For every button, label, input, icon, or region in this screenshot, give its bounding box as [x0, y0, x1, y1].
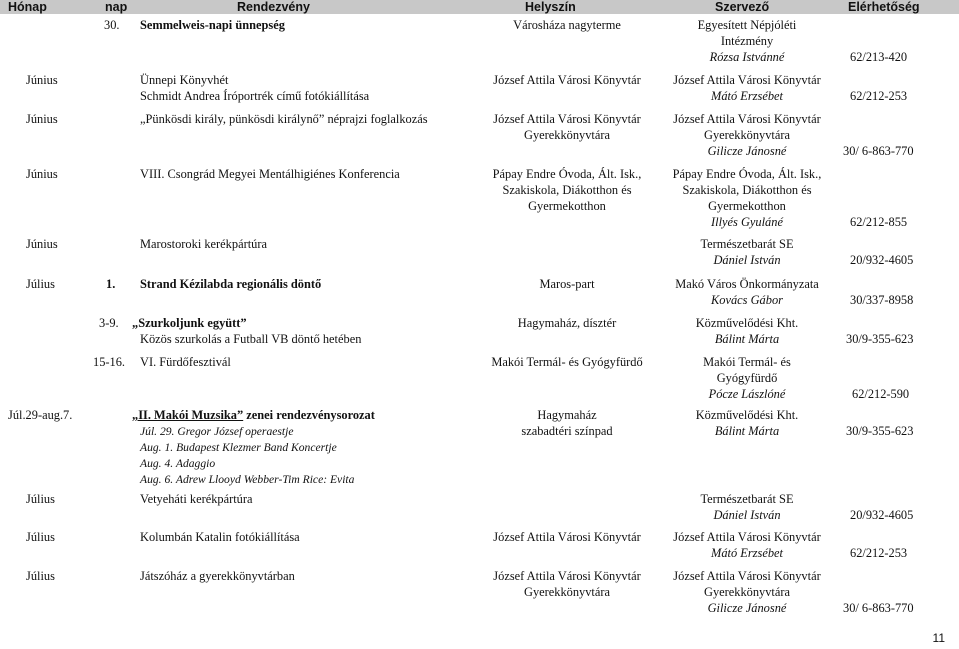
table-header	[0, 0, 959, 14]
event-detail: Aug. 1. Budapest Klezmer Band Koncertje	[140, 441, 337, 454]
month-cell: Június	[26, 167, 58, 181]
organizer-cell: Természetbarát SE	[700, 237, 794, 251]
organizer-cell: Gyermekotthon	[708, 199, 786, 213]
month-cell: Június	[26, 73, 58, 87]
event-cell: VI. Fürdőfesztivál	[140, 355, 231, 369]
phone-cell: 62/212-855	[850, 215, 908, 229]
event-cell: Ünnepi Könyvhét	[140, 73, 229, 87]
event-cell: Schmidt Andrea Íróportrék című fotókiállítása	[140, 89, 370, 103]
venue-cell: Makói Termál- és Gyógyfürdő	[491, 355, 643, 369]
contact-person: Mátó Erzsébet	[711, 89, 783, 103]
phone-cell: 62/212-253	[850, 89, 908, 103]
event-cell: Közös szurkolás a Futball VB döntő hetében	[140, 332, 362, 346]
contact-person: Kovács Gábor	[711, 293, 783, 307]
phone-cell: 62/212-253	[850, 546, 908, 560]
organizer-cell: József Attila Városi Könyvtár	[673, 569, 821, 583]
contact-person: Dániel István	[713, 508, 781, 522]
organizer-cell: Közművelődési Kht.	[695, 408, 799, 422]
phone-cell: 20/932-4605	[850, 508, 914, 522]
phone-cell: 30/ 6-863-770	[843, 144, 914, 158]
month-cell: Júl.29-aug.7.	[8, 408, 73, 422]
event-cell: Játszóház a gyerekkönyvtárban	[140, 569, 295, 583]
venue-cell: Maros-part	[539, 277, 595, 291]
venue-cell: Gyerekkönyvtára	[523, 585, 611, 599]
day-cell: 30.	[104, 18, 120, 32]
header-elerhetoseg: Elérhetőség	[848, 0, 920, 14]
phone-cell: 62/213-420	[850, 50, 908, 64]
contact-person: Bálint Márta	[714, 424, 780, 438]
month-cell: Június	[26, 237, 58, 251]
month-cell: Június	[26, 112, 58, 126]
event-cell	[132, 408, 375, 423]
month-cell: Július	[26, 277, 55, 291]
contact-person: Illyés Gyuláné	[711, 215, 783, 229]
event-cell: Vetyeháti kerékpártúra	[140, 492, 253, 506]
phone-cell: 20/932-4605	[850, 253, 914, 267]
event-cell: VIII. Csongrád Megyei Mentálhigiénes Konferencia	[140, 167, 400, 181]
organizer-cell: Egyesített Népjóléti	[697, 18, 797, 32]
organizer-cell: Gyerekkönyvtára	[703, 585, 791, 599]
organizer-cell: József Attila Városi Könyvtár	[673, 530, 821, 544]
event-cell: „Pünkösdi király, pünkösdi királynő” néprajzi foglalkozás	[140, 112, 428, 126]
event-detail: Aug. 6. Adrew Llooyd Webber-Tim Rice: Evita	[140, 473, 355, 486]
header-szervezo: Szervező	[715, 0, 770, 14]
contact-person: Bálint Márta	[714, 332, 780, 346]
venue-cell: Gyermekotthon	[528, 199, 606, 213]
phone-cell: 30/9-355-623	[846, 424, 914, 438]
event-subtitle: zenei rendezvénysorozat	[246, 408, 375, 422]
contact-person: Dániel István	[713, 253, 781, 267]
day-cell: 3-9.	[99, 316, 119, 330]
event-cell: Marostoroki kerékpártúra	[140, 237, 267, 251]
event-title: „II. Makói Muzsika”	[132, 408, 244, 422]
day-cell: 1.	[106, 277, 116, 291]
venue-cell: Hagymaház	[537, 408, 597, 422]
venue-cell: Városháza nagyterme	[513, 18, 621, 32]
contact-person: Gilicze Jánosné	[707, 144, 787, 158]
venue-cell: Gyerekkönyvtára	[523, 128, 611, 142]
organizer-cell: Természetbarát SE	[700, 492, 794, 506]
phone-cell: 30/9-355-623	[846, 332, 914, 346]
event-detail: Júl. 29. Gregor József operaestje	[140, 425, 294, 438]
event-cell	[140, 277, 321, 292]
organizer-cell: Gyógyfürdő	[716, 371, 778, 385]
organizer-cell: József Attila Városi Könyvtár	[673, 112, 821, 126]
event-title: Strand Kézilabda regionális döntő	[140, 277, 322, 291]
organizer-cell: Makói Termál- és	[703, 355, 791, 369]
contact-person: Gilicze Jánosné	[707, 601, 787, 615]
venue-cell: József Attila Városi Könyvtár	[493, 112, 641, 126]
organizer-cell: Gyerekkönyvtára	[703, 128, 791, 142]
event-detail: Aug. 4. Adaggio	[140, 457, 216, 470]
organizer-cell: József Attila Városi Könyvtár	[673, 73, 821, 87]
phone-cell: 30/337-8958	[850, 293, 914, 307]
event-cell: Kolumbán Katalin fotókiállítása	[140, 530, 300, 544]
venue-cell: József Attila Városi Könyvtár	[493, 569, 641, 583]
organizer-cell: Makó Város Önkormányzata	[675, 277, 819, 291]
phone-cell: 30/ 6-863-770	[843, 601, 914, 615]
venue-cell: József Attila Városi Könyvtár	[493, 73, 641, 87]
header-honap: Hónap	[8, 0, 47, 14]
contact-person: Mátó Erzsébet	[711, 546, 783, 560]
event-cell: Semmelweis-napi ünnepség	[140, 18, 285, 32]
contact-person: Pócze Lászlóné	[708, 387, 786, 401]
month-cell: Július	[26, 492, 55, 506]
venue-cell: Pápay Endre Óvoda, Ált. Isk.,	[492, 167, 642, 181]
organizer-cell: Közművelődési Kht.	[695, 316, 799, 330]
month-cell: Július	[26, 530, 55, 544]
venue-cell: szabadtéri színpad	[521, 424, 613, 438]
header-helyszin: Helyszín	[525, 0, 576, 14]
venue-cell: József Attila Városi Könyvtár	[493, 530, 641, 544]
organizer-cell: Szakiskola, Diákotthon és	[682, 183, 812, 197]
phone-cell: 62/212-590	[852, 387, 910, 401]
contact-person: Rózsa Istvánné	[709, 50, 785, 64]
header-nap: nap	[105, 0, 128, 14]
event-cell: „Szurkoljunk együtt”	[132, 316, 247, 330]
organizer-cell: Intézmény	[720, 34, 774, 48]
organizer-cell: Pápay Endre Óvoda, Ált. Isk.,	[672, 167, 822, 181]
venue-cell: Szakiskola, Diákotthon és	[502, 183, 632, 197]
page-number: 11	[932, 631, 945, 645]
header-rendezveny: Rendezvény	[237, 0, 310, 14]
day-cell: 15-16.	[93, 355, 126, 369]
month-cell: Július	[26, 569, 55, 583]
venue-cell: Hagymaház, dísztér	[517, 316, 617, 330]
